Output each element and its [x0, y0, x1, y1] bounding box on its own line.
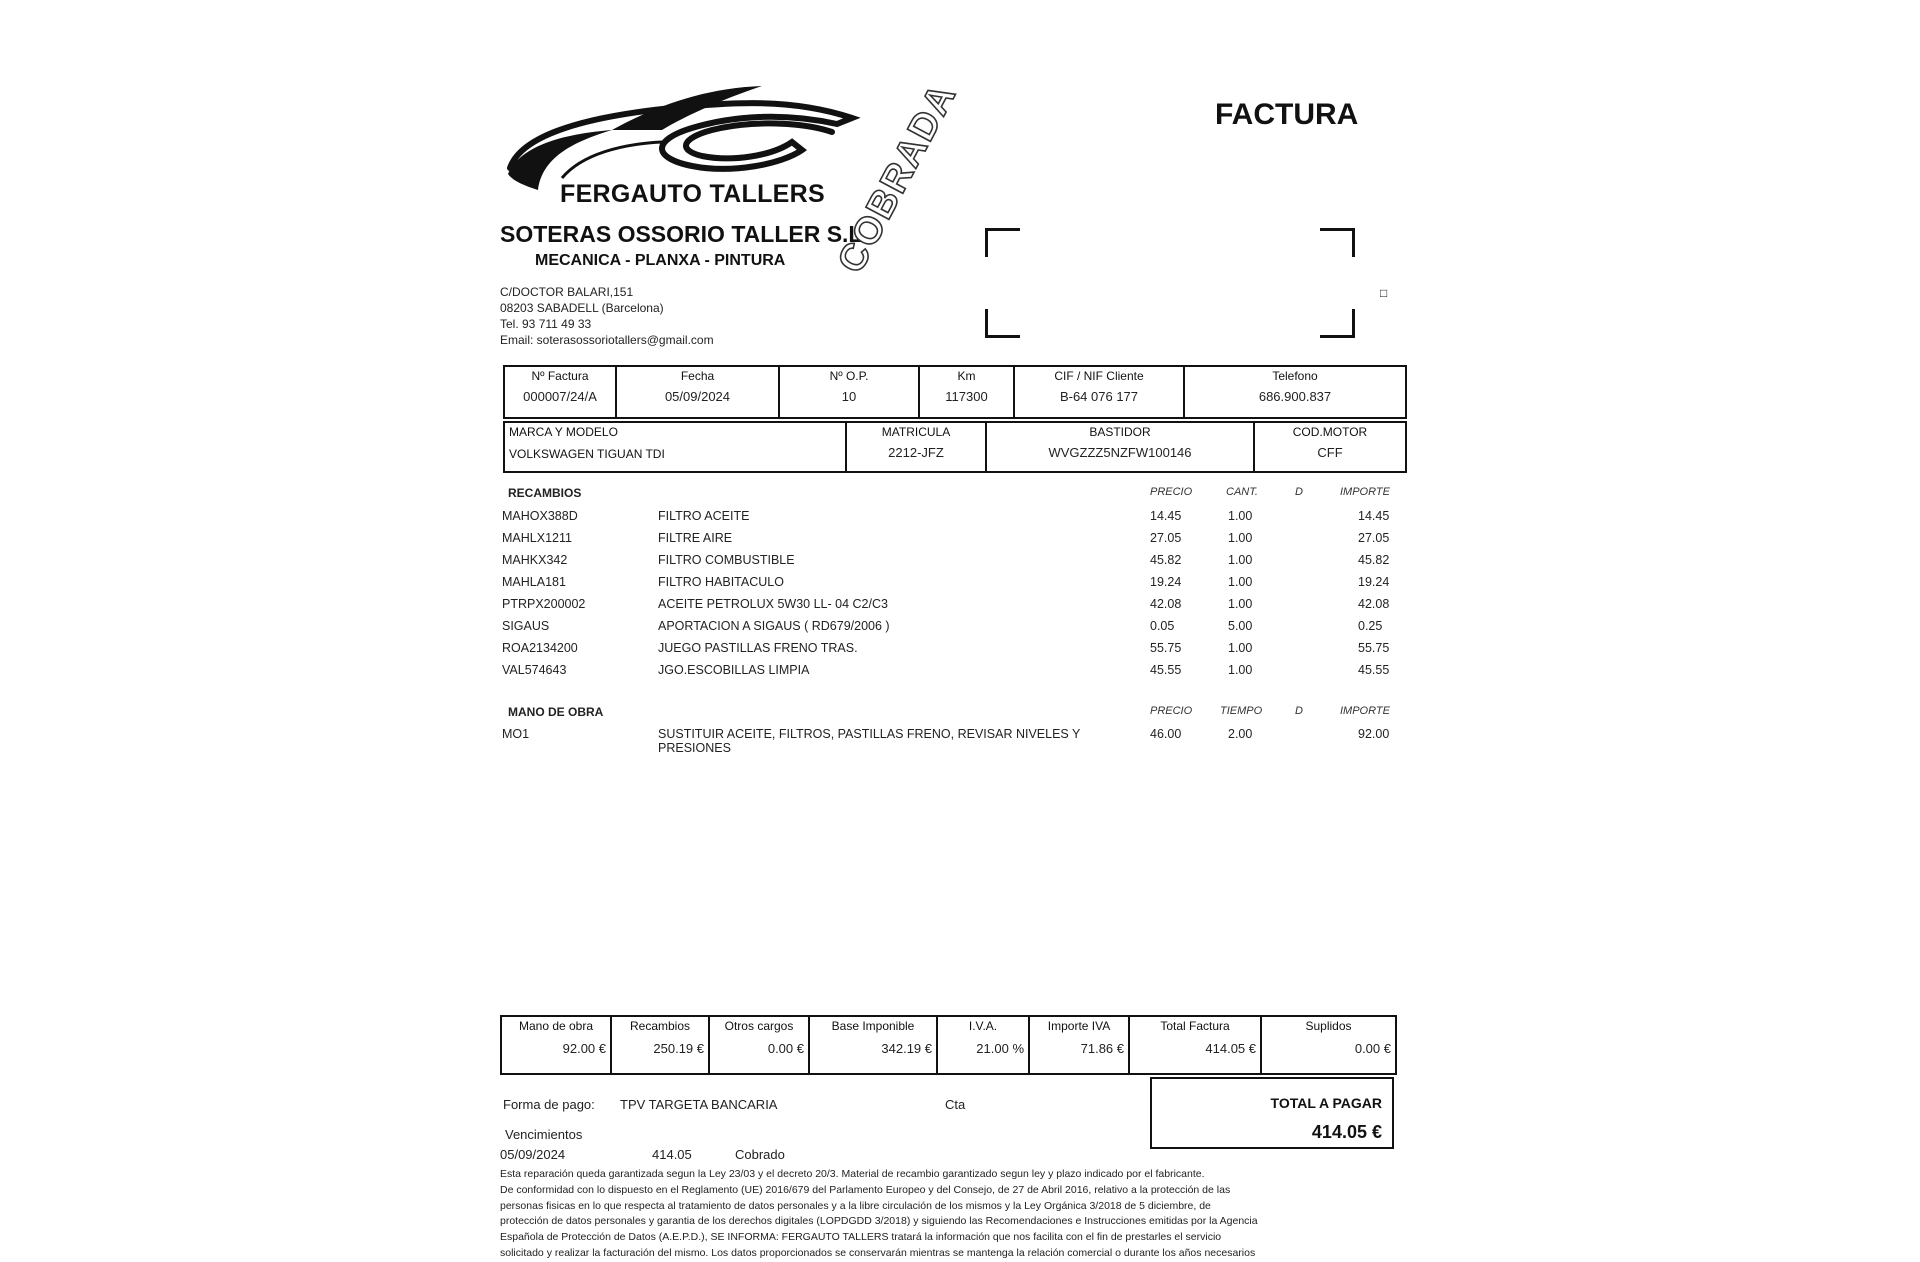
- due-status: Cobrado: [735, 1147, 785, 1162]
- parts-cell-qty: 1.00: [1228, 597, 1253, 611]
- vehicle-chassis: BASTIDOR WVGZZZ5NZFW100146: [986, 422, 1254, 472]
- invoice-header-table: [503, 365, 1407, 419]
- parts-cell-desc: FILTRO ACEITE: [658, 509, 750, 523]
- vehicle-plate: MATRICULA 2212-JFZ: [846, 422, 986, 472]
- parts-cell-amount: 42.08: [1358, 597, 1390, 611]
- parts-cell-price: 14.45: [1150, 509, 1182, 523]
- due-amount: 414.05: [652, 1147, 692, 1162]
- parts-cell-code: SIGAUS: [502, 619, 550, 633]
- parts-cell-amount: 19.24: [1358, 575, 1390, 589]
- field-client-cif: CIF / NIF Cliente B-64 076 177: [1014, 366, 1184, 418]
- parts-cell-amount: 55.75: [1358, 641, 1390, 655]
- due-date: 05/09/2024: [500, 1147, 566, 1162]
- total-labor: Mano de obra 92.00 €: [501, 1016, 611, 1074]
- field-invoice-number: Nº Factura 000007/24/A: [504, 366, 616, 418]
- parts-row: [500, 619, 1405, 641]
- parts-cell-price: 0.05: [1150, 619, 1175, 633]
- parts-row: [500, 531, 1405, 553]
- vehicle-table: [503, 421, 1407, 473]
- total-vat-rate: I.V.A. 21.00 %: [937, 1016, 1029, 1074]
- parts-cell-amount: 27.05: [1358, 531, 1390, 545]
- parts-row: [500, 553, 1405, 575]
- parts-cell-code: PTRPX200002: [502, 597, 586, 611]
- company-services: MECANICA - PLANXA - PINTURA: [535, 252, 786, 269]
- parts-row: [500, 597, 1405, 619]
- parts-cell-price: 45.55: [1150, 663, 1182, 677]
- parts-cell-code: MAHOX388D: [502, 509, 578, 523]
- company-address-line2: 08203 SABADELL (Barcelona): [500, 301, 664, 315]
- parts-cell-qty: 1.00: [1228, 531, 1253, 545]
- total-other-charges: Otros cargos 0.00 €: [709, 1016, 809, 1074]
- paid-stamp: COBRADA: [830, 76, 965, 280]
- total-vat-amount: Importe IVA 71.86 €: [1029, 1016, 1129, 1074]
- parts-row: [500, 509, 1405, 531]
- parts-cell-amount: 0.25: [1358, 619, 1383, 633]
- legal-notice: Esta reparación queda garantizada segun la Ley 23/03 y el decreto 20/3. Material de recambio garantizado segun ley y plazo indicado por el fabricante. De conformidad con lo dispuesto en el Reglamento (UE) 2016/679 del Parlamento Europeo y del Consejo, de 27 de Abril 2016, relativo a la protección de las personas fisicas en lo que respecta al tratamiento de datos personales y a la libre circulación de los mismos y la Ley Orgánica 3/2018 de 5 diciembre, de protección de datos personales y garantia de los derechos digitales (LOPDGDD 3/2018) y siguiendo las Recomendaciones e Instrucciones emitidas por la Agencia Española de Protección de Datos (A.E.P.D.), SE INFORMA: FERGAUTO TALLERS tratará la información que nos facilita con el fin de prestarles el servicio solicitado y realizar la facturación del mismo. Los datos proporcionados se conservarán mientras se mantenga la relación comercial o durante los años necesarios: [500, 1168, 1258, 1259]
- parts-cell-qty: 1.00: [1228, 575, 1253, 589]
- company-address-line1: C/DOCTOR BALARI,151: [500, 285, 634, 299]
- parts-cell-code: MAHKX342: [502, 553, 568, 567]
- field-date: Fecha 05/09/2024: [616, 366, 779, 418]
- parts-cell-price: 42.08: [1150, 597, 1182, 611]
- payment-method-label: Forma de pago:: [503, 1097, 595, 1112]
- parts-cell-code: VAL574643: [502, 663, 567, 677]
- parts-cell-qty: 1.00: [1228, 509, 1253, 523]
- parts-cell-qty: 1.00: [1228, 663, 1253, 677]
- grand-total-box: [1150, 1077, 1394, 1149]
- labor-header: MANO DE OBRA PRECIO TIEMPO D IMPORTE: [508, 705, 1390, 719]
- total-invoice: Total Factura 414.05 €: [1129, 1016, 1261, 1074]
- total-supplements: Suplidos 0.00 €: [1261, 1016, 1396, 1074]
- field-phone: Telefono 686.900.837: [1184, 366, 1406, 418]
- field-km: Km 117300: [919, 366, 1014, 418]
- invoice-title: FACTURA: [1215, 98, 1359, 131]
- parts-cell-amount: 45.82: [1358, 553, 1390, 567]
- parts-row: [500, 663, 1405, 685]
- company-name: SOTERAS OSSORIO TALLER S.L.: [500, 221, 869, 247]
- grand-total-label: TOTAL A PAGAR: [1270, 1095, 1382, 1111]
- parts-cell-price: 55.75: [1150, 641, 1182, 655]
- parts-cell-desc: JGO.ESCOBILLAS LIMPIA: [658, 663, 810, 677]
- parts-cell-desc: APORTACION A SIGAUS ( RD679/2006 ): [658, 619, 890, 633]
- due-label: Vencimientos: [505, 1127, 583, 1142]
- parts-cell-code: MAHLA181: [502, 575, 566, 589]
- payment-account-label: Cta: [945, 1097, 966, 1112]
- vehicle-model: MARCA Y MODELO VOLKSWAGEN TIGUAN TDI: [504, 422, 846, 472]
- client-box-mark: □: [1380, 286, 1388, 300]
- total-tax-base: Base Imponible 342.19 €: [809, 1016, 937, 1074]
- vehicle-engine-code: COD.MOTOR CFF: [1254, 422, 1406, 472]
- parts-cell-qty: 1.00: [1228, 641, 1253, 655]
- company-email: Email: soterasossoriotallers@gmail.com: [500, 333, 714, 347]
- parts-cell-qty: 1.00: [1228, 553, 1253, 567]
- parts-header: RECAMBIOS PRECIO CANT. D IMPORTE: [508, 486, 1390, 500]
- company-phone: Tel. 93 711 49 33: [500, 317, 592, 331]
- labor-row: MO1 SUSTITUIR ACEITE, FILTROS, PASTILLAS FRENO, REVISAR NIVELES Y PRESIONES 46.00 2.00 92.00: [502, 727, 1390, 755]
- parts-cell-qty: 5.00: [1228, 619, 1253, 633]
- totals-table: [500, 1015, 1397, 1075]
- parts-cell-code: ROA2134200: [502, 641, 578, 655]
- parts-cell-desc: JUEGO PASTILLAS FRENO TRAS.: [658, 641, 858, 655]
- parts-row: [500, 575, 1405, 597]
- parts-cell-desc: FILTRO COMBUSTIBLE: [658, 553, 795, 567]
- parts-cell-desc: FILTRO HABITACULO: [658, 575, 784, 589]
- payment-method: TPV TARGETA BANCARIA: [620, 1097, 778, 1112]
- parts-cell-price: 19.24: [1150, 575, 1182, 589]
- parts-cell-amount: 45.55: [1358, 663, 1390, 677]
- parts-cell-code: MAHLX1211: [502, 531, 572, 545]
- parts-cell-desc: ACEITE PETROLUX 5W30 LL- 04 C2/C3: [658, 597, 888, 611]
- brand-name: FERGAUTO TALLERS: [560, 180, 825, 208]
- total-parts: Recambios 250.19 €: [611, 1016, 709, 1074]
- parts-cell-price: 27.05: [1150, 531, 1182, 545]
- field-op-number: Nº O.P. 10: [779, 366, 919, 418]
- parts-cell-price: 45.82: [1150, 553, 1182, 567]
- parts-row: [500, 641, 1405, 663]
- client-address-box: [985, 228, 1355, 338]
- grand-total-value: 414.05 €: [1311, 1122, 1382, 1142]
- parts-cell-desc: FILTRE AIRE: [658, 531, 733, 545]
- parts-cell-amount: 14.45: [1358, 509, 1390, 523]
